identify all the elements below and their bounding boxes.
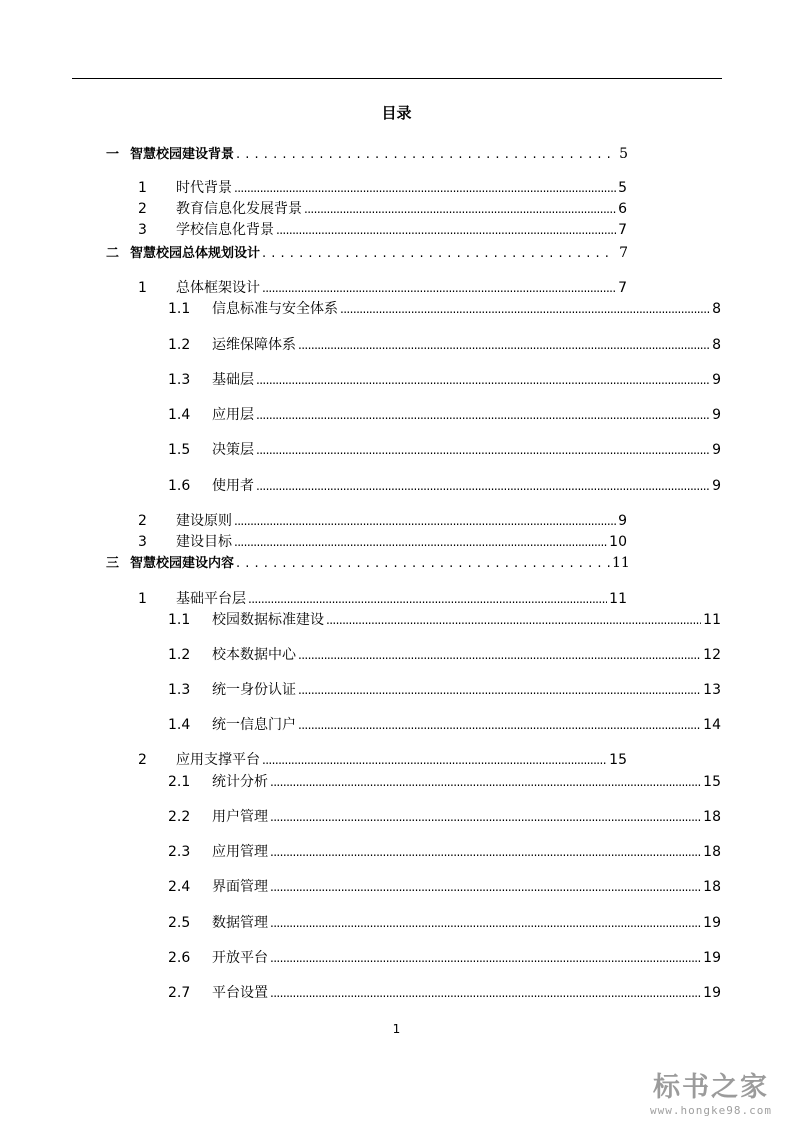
toc-entry[interactable] — [168, 611, 721, 629]
dot-leader — [270, 878, 701, 896]
toc-entry[interactable] — [168, 716, 721, 734]
dot-leader — [270, 808, 701, 826]
toc-entry-title: 时代背景 — [176, 180, 232, 196]
toc-entry[interactable] — [136, 751, 627, 769]
toc-entry-title: 界面管理 — [212, 879, 268, 895]
dot-leader — [248, 590, 607, 608]
toc-entry-title: 总体框架设计 — [176, 280, 260, 296]
dot-leader — [234, 533, 607, 551]
toc-entry[interactable] — [168, 406, 721, 424]
toc-entry-page: 7 — [618, 222, 627, 238]
toc-entry-number: 二 — [106, 246, 120, 261]
watermark — [641, 1065, 781, 1117]
toc-title: 目录 — [381, 104, 412, 122]
toc-entry-number: 2.4 — [168, 879, 191, 895]
dot-leader — [262, 245, 610, 263]
toc-entry[interactable] — [168, 843, 721, 861]
toc-entry-number: 1.4 — [168, 407, 191, 423]
toc-entry-number: 2.5 — [168, 915, 191, 931]
toc-entry-title: 信息标准与安全体系 — [212, 301, 338, 317]
toc-entry[interactable] — [168, 336, 721, 354]
toc-entry-number: 1.1 — [168, 612, 191, 628]
toc-entry-chapter-3[interactable] — [106, 554, 628, 572]
dot-leader — [234, 179, 616, 197]
toc-entry-page: 5 — [618, 180, 627, 196]
toc-entry-title: 应用支撑平台 — [176, 752, 260, 768]
dot-leader — [234, 512, 616, 530]
dot-leader — [340, 300, 710, 318]
toc-entry[interactable] — [136, 200, 627, 218]
toc-entry-page: 8 — [712, 337, 721, 353]
toc-entry-page: 7 — [619, 245, 628, 261]
toc-entry-number: 三 — [106, 556, 120, 571]
toc-entry-page: 5 — [619, 146, 628, 162]
toc-entry-number: 2 — [138, 201, 147, 217]
dot-leader — [236, 555, 610, 573]
toc-entry-title: 用户管理 — [212, 809, 268, 825]
toc-entry-title: 学校信息化背景 — [176, 222, 274, 238]
toc-entry[interactable] — [168, 371, 721, 389]
dot-leader — [256, 406, 710, 424]
toc-entry-title: 建设原则 — [176, 513, 232, 529]
toc-entry-page: 6 — [618, 201, 627, 217]
toc-entry[interactable] — [168, 300, 721, 318]
toc-entry-page: 19 — [703, 915, 721, 931]
toc-entry-title: 基础层 — [212, 372, 254, 388]
toc-entry-number: 1.4 — [168, 717, 191, 733]
toc-entry-number: 1.1 — [168, 301, 191, 317]
toc-entry-page: 18 — [703, 844, 721, 860]
dot-leader — [256, 477, 710, 495]
toc-entry-title: 数据管理 — [212, 915, 268, 931]
toc-entry-title: 校本数据中心 — [212, 647, 296, 663]
toc-entry-number: 2.3 — [168, 844, 191, 860]
toc-entry-page: 9 — [712, 442, 721, 458]
toc-entry-number: 2 — [138, 752, 147, 768]
dot-leader — [270, 984, 701, 1002]
toc-entry-number: 1 — [138, 280, 147, 296]
toc-entry-title: 应用管理 — [212, 844, 268, 860]
toc-entry[interactable] — [136, 533, 627, 551]
toc-entry-title: 校园数据标准建设 — [212, 612, 324, 628]
toc-entry-page: 11 — [703, 612, 721, 628]
dot-leader — [256, 371, 710, 389]
watermark-logo: 标书之家 — [653, 1072, 769, 1103]
toc-entry-number: 一 — [106, 147, 120, 162]
toc-entry-title: 智慧校园建设内容 — [130, 556, 235, 571]
toc-entry-number: 1.2 — [168, 647, 191, 663]
toc-entry-title: 运维保障体系 — [212, 337, 296, 353]
toc-entry[interactable] — [136, 279, 627, 297]
toc-entry-page: 9 — [618, 513, 627, 529]
toc-entry[interactable] — [168, 681, 721, 699]
toc-entry-title: 使用者 — [212, 478, 254, 494]
toc-entry-title: 建设目标 — [176, 534, 232, 550]
dot-leader — [298, 681, 701, 699]
toc-entry[interactable] — [168, 477, 721, 495]
dot-leader — [256, 441, 710, 459]
toc-entry-page: 14 — [703, 717, 721, 733]
toc-entry-number: 2.1 — [168, 774, 191, 790]
toc-entry-number: 1.3 — [168, 682, 191, 698]
toc-entry-title: 开放平台 — [212, 950, 268, 966]
toc-entry-title: 统计分析 — [212, 774, 268, 790]
toc-entry[interactable] — [168, 914, 721, 932]
dot-leader — [262, 279, 616, 297]
toc-entry-title: 决策层 — [212, 442, 254, 458]
toc-entry[interactable] — [168, 949, 721, 967]
toc-entry-number: 2.6 — [168, 950, 191, 966]
header-rule — [72, 78, 722, 79]
dot-leader — [236, 146, 610, 164]
toc-entry-number: 3 — [138, 222, 147, 238]
toc-entry-title: 统一身份认证 — [212, 682, 296, 698]
toc-entry-page: 19 — [703, 985, 721, 1001]
toc-entry-number: 1.2 — [168, 337, 191, 353]
toc-entry-number: 2 — [138, 513, 147, 529]
toc-entry-page: 9 — [712, 478, 721, 494]
toc-entry-chapter-2[interactable] — [106, 244, 628, 262]
toc-entry-page: 7 — [618, 280, 627, 296]
toc-entry-page: 19 — [703, 950, 721, 966]
toc-entry-page: 15 — [609, 752, 627, 768]
toc-entry-title: 智慧校园建设背景 — [130, 147, 235, 162]
toc-entry[interactable] — [168, 441, 721, 459]
dot-leader — [298, 336, 710, 354]
dot-leader — [276, 221, 616, 239]
toc-entry-page: 18 — [703, 809, 721, 825]
dot-leader — [298, 716, 701, 734]
dot-leader — [304, 200, 616, 218]
toc-entry-number: 1.5 — [168, 442, 191, 458]
toc-entry-title: 平台设置 — [212, 985, 268, 1001]
toc-entry-chapter-1[interactable] — [106, 145, 628, 163]
toc-entry-number: 1 — [138, 180, 147, 196]
toc-entry-page: 11 — [612, 555, 630, 571]
dot-leader — [270, 914, 701, 932]
dot-leader — [270, 773, 701, 791]
toc-entry-page: 18 — [703, 879, 721, 895]
watermark-url: www.hongke98.com — [650, 1104, 772, 1117]
toc-entry-page: 13 — [703, 682, 721, 698]
dot-leader — [298, 646, 701, 664]
toc-entry[interactable] — [168, 646, 721, 664]
toc-entry-page: 12 — [703, 647, 721, 663]
toc-entry-page: 9 — [712, 407, 721, 423]
toc-entry[interactable] — [136, 179, 627, 197]
toc-entry-page: 9 — [712, 372, 721, 388]
toc-entry[interactable] — [136, 590, 627, 608]
toc-entry[interactable] — [168, 773, 721, 791]
toc-entry-page: 15 — [703, 774, 721, 790]
toc-entry[interactable] — [136, 512, 627, 530]
page-number: 1 — [392, 1022, 401, 1036]
dot-leader — [262, 751, 607, 769]
toc-entry-title: 基础平台层 — [176, 591, 246, 607]
dot-leader — [270, 949, 701, 967]
toc-entry[interactable] — [136, 221, 627, 239]
dot-leader — [270, 843, 701, 861]
toc-entry-number: 3 — [138, 534, 147, 550]
toc-entry-page: 10 — [609, 534, 627, 550]
toc-entry[interactable] — [168, 984, 721, 1002]
toc-entry-number: 1.3 — [168, 372, 191, 388]
toc-entry-number: 2.2 — [168, 809, 191, 825]
toc-entry-title: 应用层 — [212, 407, 254, 423]
toc-entry[interactable] — [168, 808, 721, 826]
toc-entry[interactable] — [168, 878, 721, 896]
toc-entry-page: 11 — [609, 591, 627, 607]
toc-entry-number: 2.7 — [168, 985, 191, 1001]
toc-entry-title: 统一信息门户 — [212, 717, 296, 733]
toc-entry-title: 智慧校园总体规划设计 — [130, 246, 261, 261]
toc-entry-number: 1 — [138, 591, 147, 607]
toc-entry-page: 8 — [712, 301, 721, 317]
dot-leader — [326, 611, 701, 629]
toc-entry-title: 教育信息化发展背景 — [176, 201, 302, 217]
toc-entry-number: 1.6 — [168, 478, 191, 494]
